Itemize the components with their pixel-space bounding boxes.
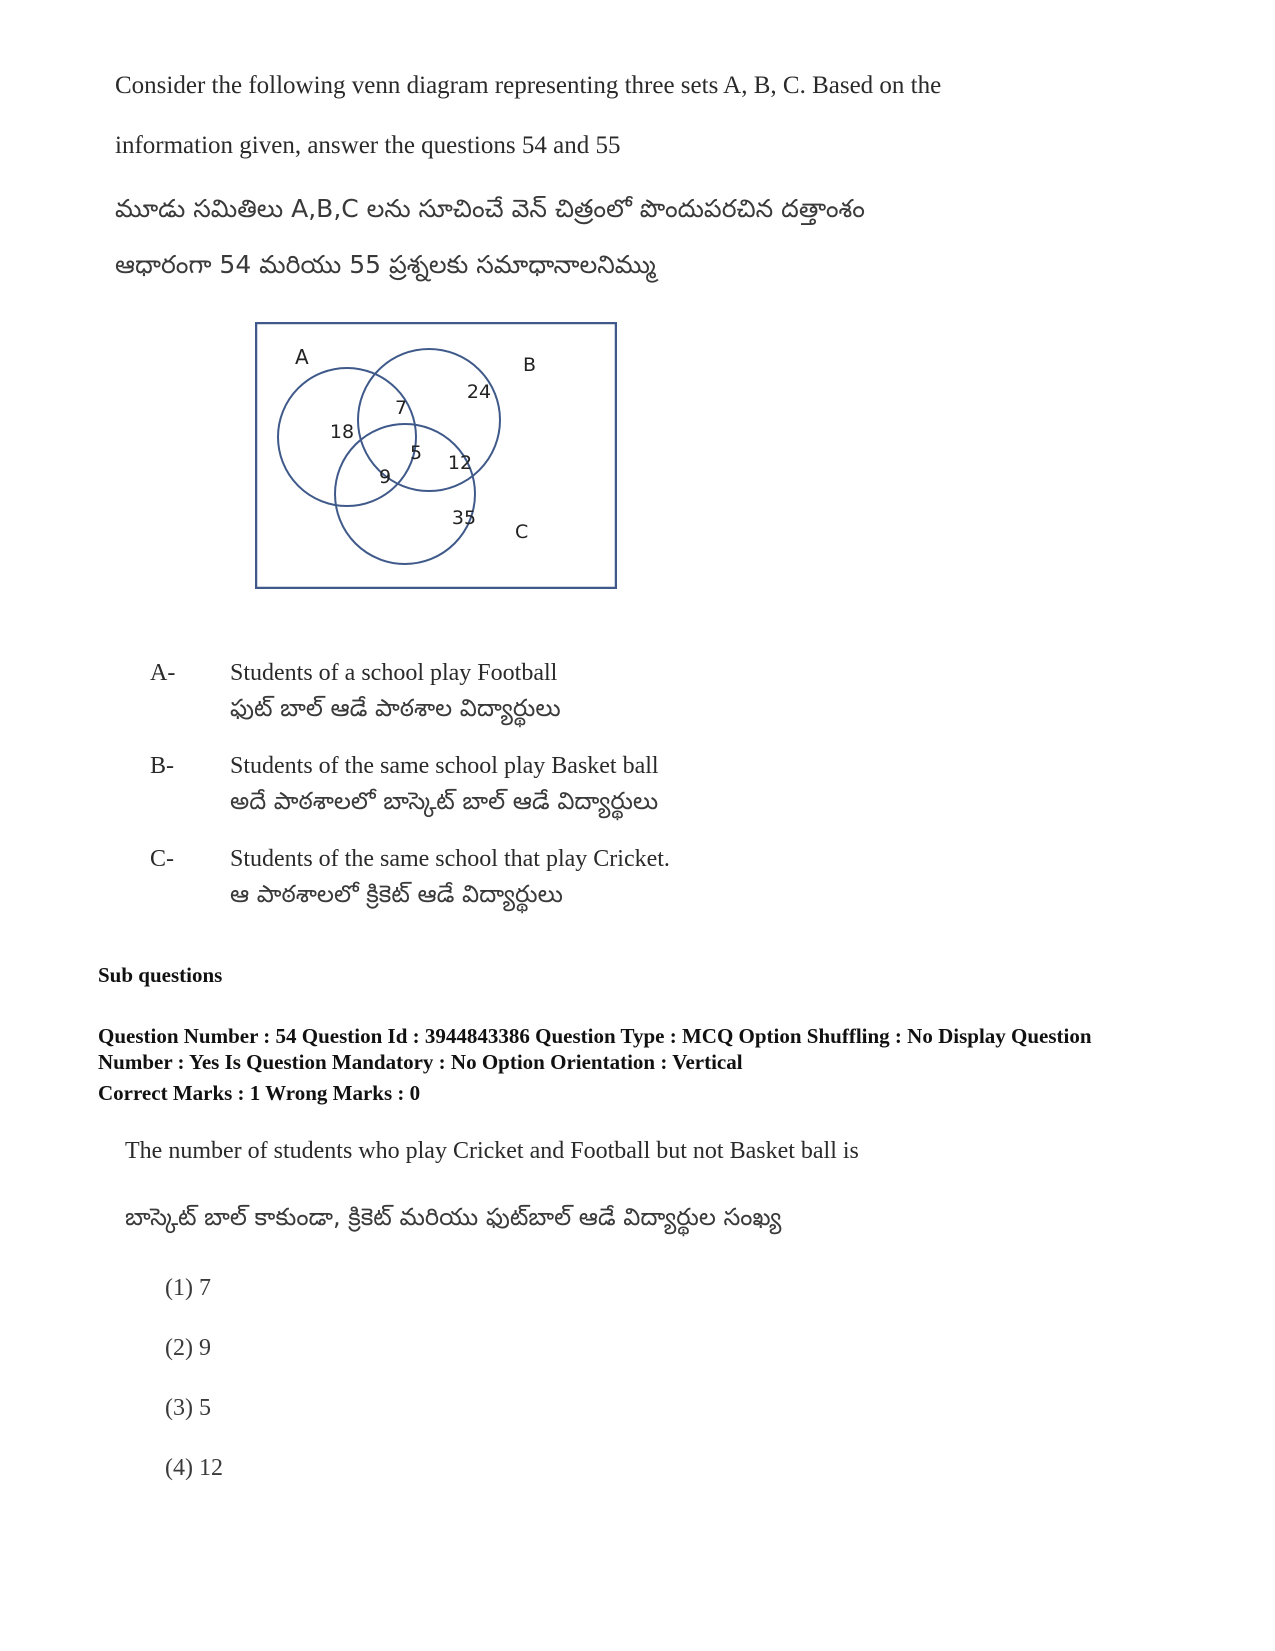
sub-questions-heading: Sub questions: [98, 963, 223, 987]
venn-diagram-svg: [255, 322, 617, 589]
set-description-telugu: అదే పాఠశాలలో బాస్కెట్ బాల్ ఆడే విద్యార్థులు: [230, 787, 659, 815]
set-key: C-: [150, 846, 174, 872]
set-description: Students of the same school play Basket ball: [230, 753, 659, 779]
venn-value-b-c-only: 12: [447, 452, 473, 474]
intro-telugu-line-1: మూడు సమితిలు A,B,C లను సూచించే వెన్ చిత్రంలో పొందుపరచిన దత్తాంశం: [115, 194, 865, 223]
venn-label-b: B: [523, 354, 537, 376]
venn-value-a-b-c: 5: [409, 442, 423, 464]
intro-line-2: information given, answer the questions 54 and 55: [115, 132, 621, 159]
set-description: Students of the same school that play Cricket.: [230, 846, 670, 872]
venn-value-a-b-only: 7: [394, 397, 408, 419]
set-description-telugu: ఫుట్ బాల్ ఆడే పాఠశాల విద్యార్థులు: [230, 694, 561, 722]
set-description-telugu: ఆ పాఠశాలలో క్రికెట్ ఆడే విద్యార్థులు: [230, 880, 563, 908]
set-key: A-: [150, 660, 176, 686]
intro-telugu-line-2: ఆధారంగా 54 మరియు 55 ప్రశ్నలకు సమాధానాలనిమ్ము: [115, 250, 656, 279]
venn-universe-box: [256, 323, 616, 588]
venn-value-a-c-only: 9: [378, 466, 392, 488]
intro-line-1: Consider the following venn diagram representing three sets A, B, C. Based on the: [115, 72, 942, 99]
venn-label-a: A: [295, 345, 309, 369]
option-1[interactable]: (1) 7: [165, 1275, 211, 1301]
set-description: Students of a school play Football: [230, 660, 558, 686]
question-text: The number of students who play Cricket and Football but not Basket ball is: [125, 1138, 859, 1164]
option-4[interactable]: (4) 12: [165, 1455, 223, 1481]
option-2[interactable]: (2) 9: [165, 1335, 211, 1361]
option-3[interactable]: (3) 5: [165, 1395, 211, 1421]
venn-circle-c: [335, 424, 475, 564]
question-meta-line-2: Number : Yes Is Question Mandatory : No Option Orientation : Vertical: [98, 1050, 743, 1074]
question-marks: Correct Marks : 1 Wrong Marks : 0: [98, 1081, 421, 1105]
venn-value-c-only: 35: [451, 507, 477, 529]
set-key: B-: [150, 753, 174, 779]
venn-value-b-only: 24: [466, 381, 492, 403]
venn-diagram: [255, 322, 617, 589]
question-meta-line-1: Question Number : 54 Question Id : 3944843386 Question Type : MCQ Option Shuffling : No Display Question: [98, 1024, 1092, 1048]
venn-value-a-only: 18: [329, 421, 355, 443]
venn-label-c: C: [515, 521, 529, 543]
question-text-telugu: బాస్కెట్ బాల్ కాకుండా, క్రికెట్ మరియు ఫుట్‌బాల్ ఆడే విద్యార్థుల సంఖ్య: [125, 1203, 782, 1231]
